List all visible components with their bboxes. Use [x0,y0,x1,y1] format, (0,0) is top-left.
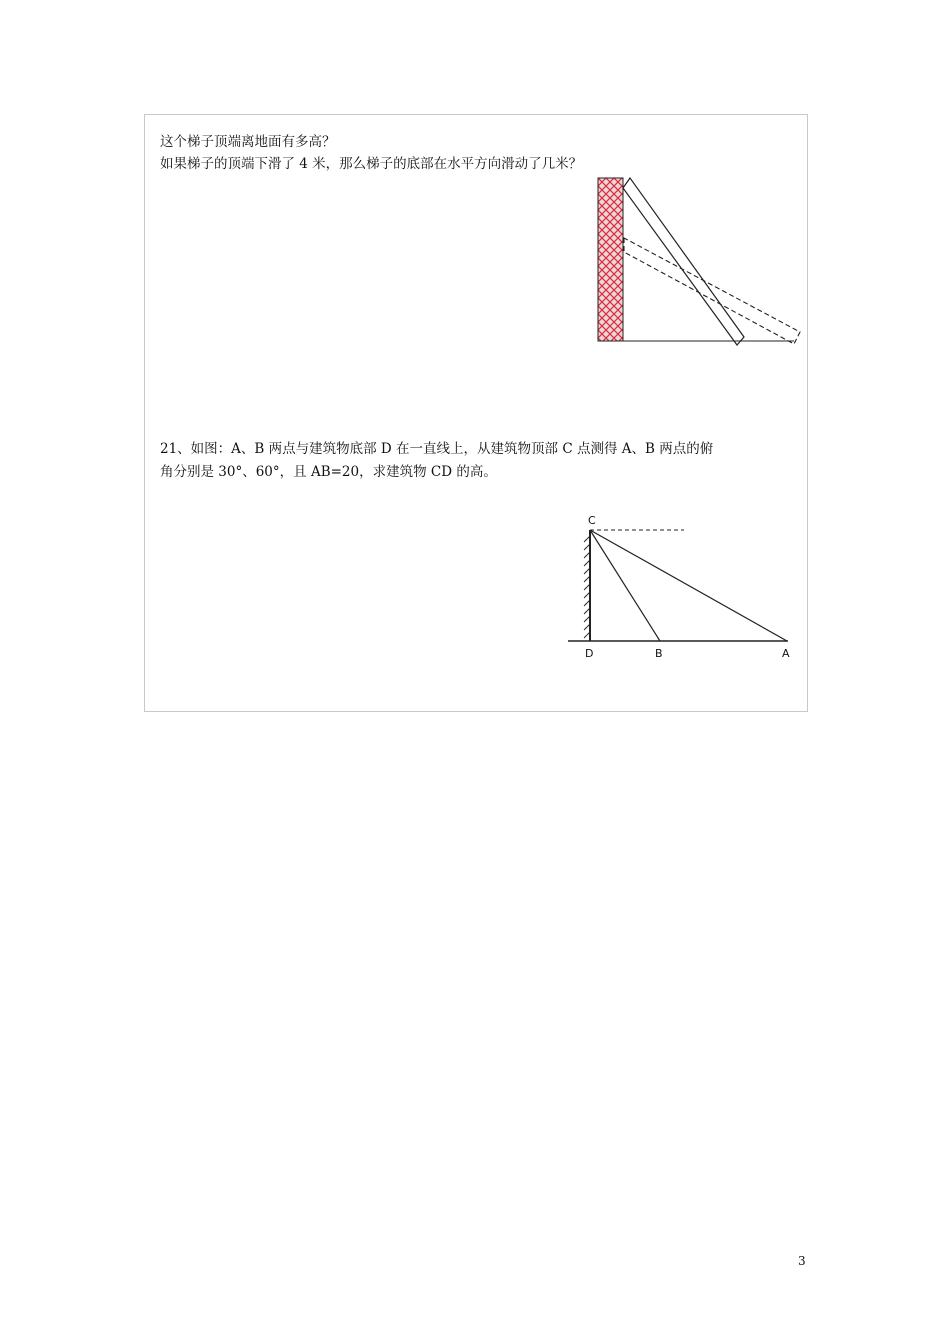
problem20-line1: 这个梯子顶端离地面有多高？ [160,134,336,150]
problem21-line1: 21、如图：A、B 两点与建筑物底部 D 在一直线上，从建筑物顶部 C 点测得 A、B 两点的俯 [160,441,714,457]
label-d: D [585,647,594,660]
label-a: A [782,647,790,660]
ladder-wall-figure [594,174,804,346]
ladder-slid [624,238,800,344]
problem20-line2: 如果梯子的顶端下滑了 4 米，那么梯子的底部在水平方向滑动了几米？ [160,156,583,172]
page-number: 3 [798,1254,806,1268]
sight-line-ca [590,530,787,641]
brick-wall [598,178,623,341]
problem21-line2: 角分别是 30°、60°，且 AB=20，求建筑物 CD 的高。 [160,464,497,480]
label-c: C [588,514,596,527]
label-b: B [655,647,663,660]
sight-line-cb [590,530,660,641]
building-triangle-figure [566,510,802,670]
